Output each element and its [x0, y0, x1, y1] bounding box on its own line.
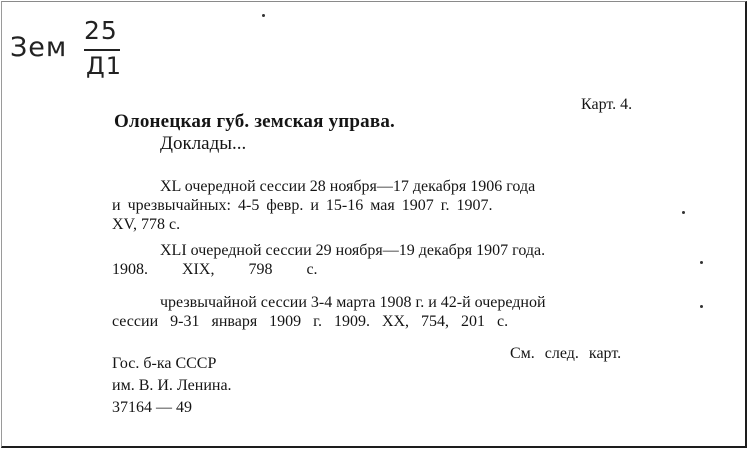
- entry-1-line-3: XV, 778 с.: [112, 216, 181, 233]
- see-next-card-note: См. след. карт.: [510, 345, 622, 362]
- entry-3-line-1: чрезвычайной сессии 3-4 марта 1908 г. и 42-й очередной: [160, 294, 546, 311]
- catalog-card: [1, 1, 747, 448]
- card-heading: Олонецкая губ. земская управа.: [114, 111, 395, 132]
- entry-1-line-1: XL очередной сессии 28 ноября—17 декабря 1906 года: [160, 178, 536, 195]
- entry-1: [112, 177, 647, 234]
- entry-1-line-2: и чрезвычайных: 4-5 февр. и 15-16 мая 1907 г. 1907.: [112, 197, 493, 214]
- handwritten-shelfmark-numerator: 25: [84, 16, 118, 45]
- handwritten-fraction-bar: [84, 49, 120, 51]
- ink-speck: [682, 211, 685, 214]
- library-print-number: 37164 — 49: [112, 399, 192, 416]
- entry-2-line-1: XLI очередной сессии 29 ноября—19 декабря 1907 года.: [160, 242, 546, 259]
- entry-2-line-2: 1908. XIX, 798 с.: [112, 261, 318, 278]
- ink-speck: [700, 305, 703, 308]
- card-subheading: Доклады...: [160, 133, 247, 154]
- ink-speck: [262, 14, 265, 17]
- entry-3-line-2: сессии 9-31 января 1909 г. 1909. XX, 754, 201 с.: [112, 313, 509, 330]
- entry-3: [112, 293, 647, 331]
- card-number: Карт. 4.: [581, 96, 633, 113]
- handwritten-shelfmark-denominator: Д1: [86, 52, 123, 80]
- library-stamp: [112, 353, 232, 419]
- ink-speck: [700, 261, 703, 264]
- entry-2: [112, 241, 647, 279]
- handwritten-shelfmark-prefix: Зем: [10, 32, 68, 63]
- library-name: Гос. б-ка СССР: [112, 355, 217, 372]
- library-dedication: им. В. И. Ленина.: [112, 377, 232, 394]
